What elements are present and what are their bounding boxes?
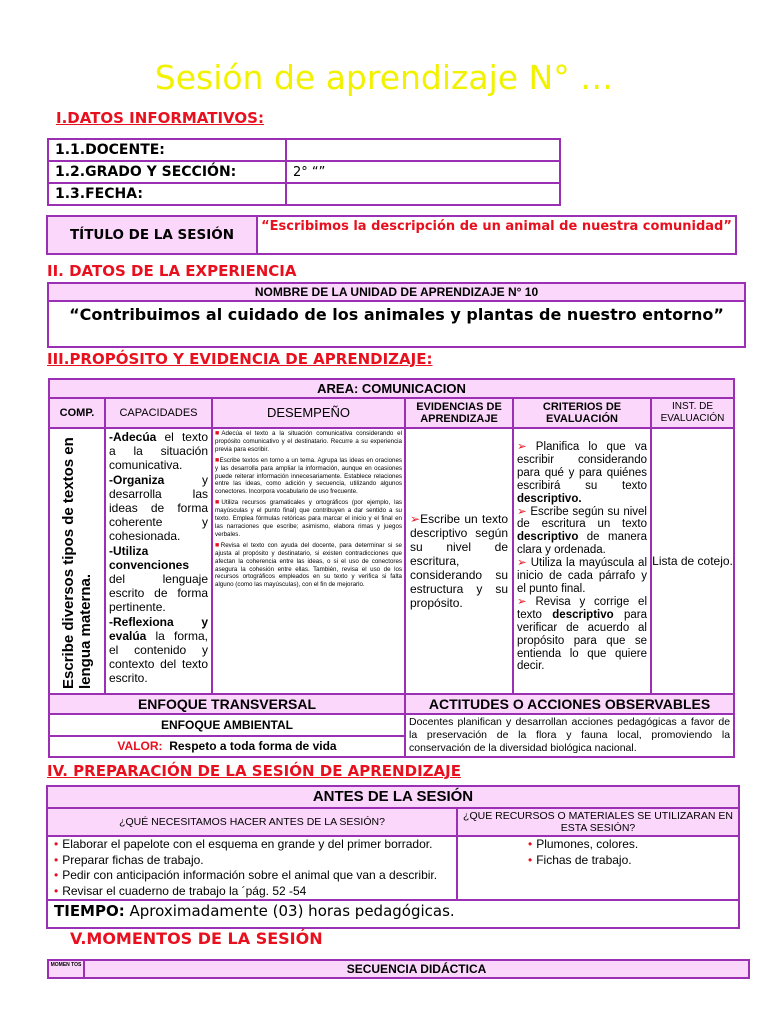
unidad-label: NOMBRE DE LA UNIDAD DE APRENDIZAJE N° 10 [49,284,744,302]
unidad-value: “Contribuimos al cuidado de los animales y plantas de nuestro entorno” [69,305,724,324]
criterio-item: ➢ Escribe según su nivel de escritura un texto descriptivo de manera clara y ordenada. [517,505,647,557]
evi-header: EVIDENCIAS DE APRENDIZAJE [405,398,513,428]
list-item: • Preparar fichas de trabajo. [54,853,450,869]
desempeno-item: ■Revisa el texto con ayuda del docente, para determinar si se ajusta al propósito y destinatario, si existen contradicciones que afectan la coherencia entre las ideas, o si el uso de conectores asegura la cohesión entre ellas. También, revisa el uso de los recursos ortográficos empleados en su texto y verifica si falta alguno (como las mayúsculas), con el fin de mejorarlo. [215,541,402,589]
capacidad-item: -Reflexiona y evalúa la forma, el contenido y contexto del texto escrito. [109,614,208,686]
datos-table [47,138,561,204]
evidencia-cell: ➢Escribe un texto descriptivo según su nivel de escritura, considerando su estructura y su propósito. [405,428,513,694]
enfoque-name: ENFOQUE AMBIENTAL [49,714,405,736]
unidad-box [47,282,746,348]
materiales-list [528,837,738,868]
ins-header: INST. DE EVALUACIÓN [651,398,734,428]
capacidad-item: -Organiza y desarrolla las ideas de forma coherente y cohesionada. [109,472,208,544]
titulo-sesion [46,215,737,255]
titulo-sesion-value: “Escribimos la descripción de un animal de nuestra comunidad” [258,215,737,255]
arrow-icon: ➢ [410,512,421,526]
q1-header: ¿QUÉ NECESITAMOS HACER ANTES DE LA SESIÓN? [48,809,458,835]
des-header: DESEMPEÑO [212,398,405,428]
secuencia-header: SECUENCIA DIDÁCTICA [346,962,487,976]
enfoque-header: ENFOQUE TRANSVERSAL [49,694,405,714]
arrow-icon: ➢ [517,557,531,570]
arrow-icon: ➢ [517,441,536,453]
antes-list [54,837,450,899]
arrow-icon: ➢ [517,505,531,518]
grado-value: 2° “” [286,161,560,183]
grado-label: 1.2.GRADO Y SECCIÓN: [48,161,286,183]
arrow-icon: ➢ [517,595,536,608]
titulo-sesion-label: TÍTULO DE LA SESIÓN [46,215,258,255]
momentos-table [47,959,750,979]
criterios-cell [513,428,651,694]
section-preparacion: IV. PREPARACIÓN DE LA SESIÓN DE APRENDIZAJE [47,762,461,780]
competencia-cell [49,428,105,694]
section-momentos: V.MOMENTOS DE LA SESIÓN [70,929,323,948]
section-proposito: III.PROPÓSITO Y EVIDENCIA DE APRENDIZAJE: [47,350,433,368]
valor-label: VALOR: [117,739,163,754]
fecha-label: 1.3.FECHA: [48,183,286,205]
capacidades-cell [105,428,212,694]
capacidad-item: -Adecúa el texto a la situación comunicativa. [109,430,208,473]
desempeno-item: ■Adecúa el texto a la situación comunicativa considerando el propósito comunicativo y el destinatario. Recurre a su experiencia previa para escribir. [215,430,402,453]
criterio-item: ➢ Utiliza la mayúscula al inicio de cada párrafo y el punto final. [517,557,647,595]
fecha-value [286,183,560,205]
instrumento-cell: Lista de cotejo. [651,428,734,694]
section-datos-informativos: I.DATOS INFORMATIVOS: [56,109,264,127]
criterio-item: ➢ Revisa y corrige el texto descriptivo para verificar de acuerdo al propósito para que se entienda lo que quiere decir. [517,595,647,673]
capacidad-item: -Utiliza convenciones del lenguaje escrito de forma pertinente. [109,543,208,615]
section-datos-experiencia: II. DATOS DE LA EXPERIENCIA [47,262,297,280]
valor-text: Respeto a toda forma de vida [169,739,337,754]
momentos-header: MOMEN TOS [49,961,85,977]
actitud-text: Docentes planifican y desarrollan acciones pedagógicas a favor de la preservación de la flora y fauna local, promoviendo la conservación de la diversidad biológica nacional. [405,714,734,757]
list-item: • Plumones, colores. [528,837,738,853]
tiempo-row: TIEMPO: Aproximadamente (03) horas pedagógicas. [54,902,455,920]
q2-header: ¿QUE RECURSOS O MATERIALES SE UTILIZARAN EN ESTA SESIÓN? [458,809,738,835]
list-item: • Revisar el cuaderno de trabajo la ´pág. 52 -54 [54,884,450,900]
docente-value [286,139,560,161]
desempeno-item: ■Escribe textos en torno a un tema. Agrupa las ideas en oraciones y las desarrolla para ampliar la información, aunque en ocasiones puede reiterar información innecesariamente. Establece relaciones entre las ideas, como adición y secuencia, utilizando algunos conectores. Incorpora vocabulario de uso frecuente. [215,456,402,496]
area-header: AREA: COMUNICACION [49,379,734,398]
desempeno-cell [212,428,405,694]
desempeno-item: ■Utiliza recursos gramaticales y ortográficos (por ejemplo, las mayúsculas y el punto final) que contribuyen a dar sentido a su texto. Emplea fórmulas retóricas para marcar el inicio y el final en las narraciones que escribe; asimismo, elabora rimas y juegos verbales. [215,499,402,538]
cri-header: CRITERIOS DE EVALUACIÓN [513,398,651,428]
cap-header: CAPACIDADES [105,398,212,428]
comp-header: COMP. [49,398,105,428]
list-item: • Pedir con anticipación información sobre el animal que van a describir. [54,868,450,884]
criterio-item: ➢ Planifica lo que va escribir considerando para qué y para quiénes escribirá su texto descriptivo. [517,441,647,505]
antes-header: ANTES DE LA SESIÓN [48,787,738,809]
competencia-text: Escribe diversos tipos de textos en lengua materna. [60,436,94,689]
preparacion-table [46,785,740,929]
docente-label: 1.1.DOCENTE: [48,139,286,161]
list-item: • Elaborar el papelote con el esquema en grande y del primer borrador. [54,837,450,853]
session-title: Sesión de aprendizaje N° … [154,58,614,97]
valor-cell [49,736,405,758]
proposito-table [48,378,733,758]
list-item: • Fichas de trabajo. [528,853,738,869]
actitudes-header: ACTITUDES O ACCIONES OBSERVABLES [405,694,734,714]
